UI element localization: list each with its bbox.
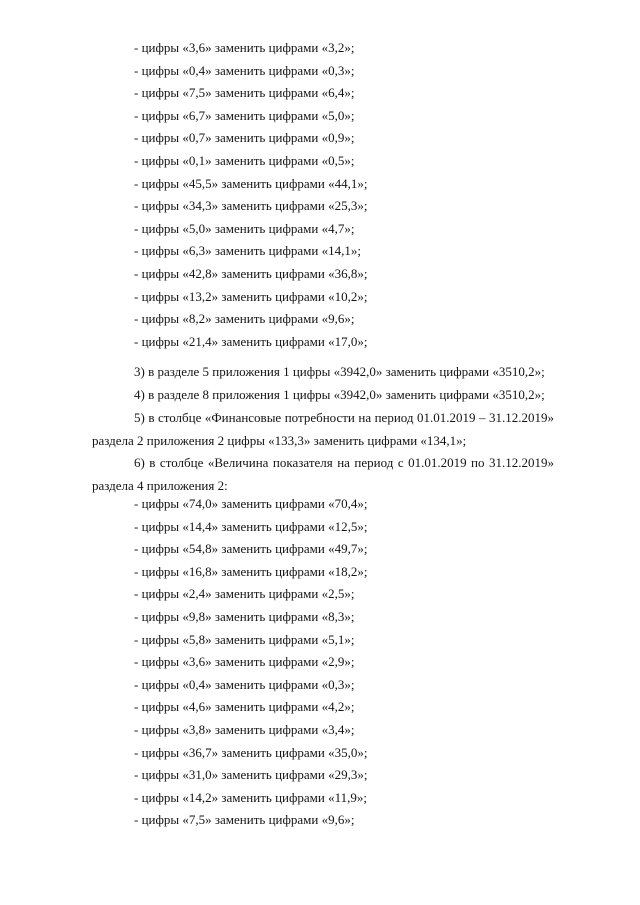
list-item: - цифры «8,2» заменить цифрами «9,6»; [134,311,355,327]
list-item: - цифры «13,2» заменить цифрами «10,2»; [134,288,368,304]
item-6-line-1: 6) в столбце «Величина показателя на период с 01.01.2019 по 31.12.2019» [134,455,554,470]
list-item: - цифры «0,1» заменить цифрами «0,5»; [134,152,355,168]
list-item: - цифры «4,6» заменить цифрами «4,2»; [134,699,355,715]
item-5 [92,407,554,452]
list-item: - цифры «0,4» заменить цифрами «0,3»; [134,62,355,78]
list-item: - цифры «36,7» заменить цифрами «35,0»; [134,744,368,760]
item-5-line-1: 5) в столбце «Финансовые потребности на период 01.01.2019 – 31.12.2019» [134,410,554,425]
list-item: - цифры «34,3» заменить цифрами «25,3»; [134,198,368,214]
list-item: - цифры «7,5» заменить цифрами «6,4»; [134,85,355,101]
list-item: - цифры «0,4» заменить цифрами «0,3»; [134,676,355,692]
item-3: 3) в разделе 5 приложения 1 цифры «3942,0» заменить цифрами «3510,2»; [134,364,545,379]
list-item: - цифры «3,6» заменить цифрами «3,2»; [134,40,355,55]
list-item: - цифры «16,8» заменить цифрами «18,2»; [134,563,368,579]
list-item: - цифры «54,8» заменить цифрами «49,7»; [134,541,368,557]
list-item: - цифры «3,6» заменить цифрами «2,9»; [134,654,355,670]
list-item: - цифры «5,0» заменить цифрами «4,7»; [134,220,355,236]
list-item: - цифры «42,8» заменить цифрами «36,8»; [134,265,368,281]
item-6-line-2: раздела 4 приложения 2: [92,477,228,493]
list-item: - цифры «6,3» заменить цифрами «14,1»; [134,243,361,259]
list-item: - цифры «45,5» заменить цифрами «44,1»; [134,175,368,191]
list-item: - цифры «3,8» заменить цифрами «3,4»; [134,721,355,737]
list-item: - цифры «5,8» заменить цифрами «5,1»; [134,631,355,647]
list-item: - цифры «6,7» заменить цифрами «5,0»; [134,107,355,123]
item-4: 4) в разделе 8 приложения 1 цифры «3942,0» заменить цифрами «3510,2»; [134,387,545,402]
list-item: - цифры «74,0» заменить цифрами «70,4»; [134,496,368,511]
list-item: - цифры «14,4» заменить цифрами «12,5»; [134,518,368,534]
replacement-list-bottom [134,493,367,832]
item-5-line-2: раздела 2 приложения 2 цифры «133,3» заменить цифрами «134,1»; [92,432,467,448]
list-item: - цифры «21,4» заменить цифрами «17,0»; [134,333,368,349]
list-item: - цифры «31,0» заменить цифрами «29,3»; [134,767,368,783]
list-item: - цифры «0,7» заменить цифрами «0,9»; [134,130,355,146]
item-6 [92,452,554,497]
list-item: - цифры «9,8» заменить цифрами «8,3»; [134,608,355,624]
list-item: - цифры «2,4» заменить цифрами «2,5»; [134,586,355,602]
replacement-list-top [134,37,367,353]
list-item: - цифры «7,5» заменить цифрами «9,6»; [134,812,355,828]
list-item: - цифры «14,2» заменить цифрами «11,9»; [134,789,367,805]
